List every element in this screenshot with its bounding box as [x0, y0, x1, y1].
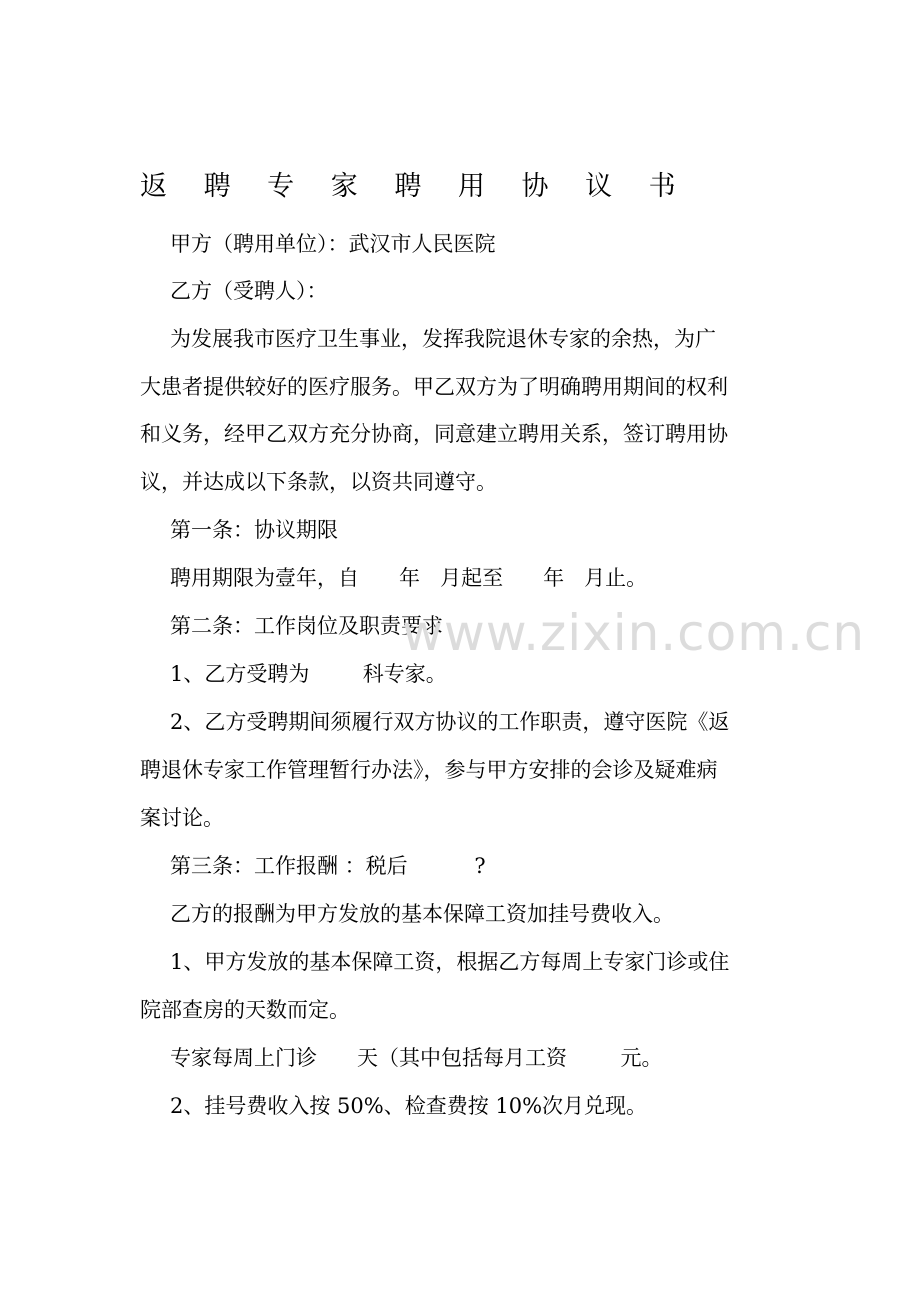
- clause-2-2-line-1: 2、乙方受聘期间须履行双方协议的工作职责，遵守医院《返: [170, 710, 730, 734]
- document-title: 返 聘 专 家 聘 用 协 议 书: [140, 171, 690, 202]
- clause-3-2: 2、挂号费收入按 50%、检查费按 10%次月兑现。: [170, 1094, 648, 1118]
- clause-2-1: 1、乙方受聘为 科专家。: [170, 662, 447, 686]
- article-3-heading: 第三条：工作报酬 ：税后 ?: [170, 854, 486, 878]
- article-2-heading: 第二条：工作岗位及职责要求: [170, 614, 443, 638]
- preamble-line-4: 议，并达成以下条款，以资共同遵守。: [140, 470, 497, 494]
- party-b-line: 乙方（受聘人）：: [170, 279, 328, 303]
- term-line: 聘用期限为壹年，自 年 月起至 年 月止。: [170, 566, 648, 590]
- clause-2-2-line-3: 案讨论。: [140, 806, 224, 830]
- remuneration-line: 乙方的报酬为甲方发放的基本保障工资加挂号费收入。: [170, 902, 674, 926]
- clause-3-1-line-1: 1、甲方发放的基本保障工资，根据乙方每周上专家门诊或住: [170, 950, 730, 974]
- watermark-text: www.zixin.com.cn: [402, 604, 866, 662]
- preamble-line-3: 和义务，经甲乙双方充分协商，同意建立聘用关系，签订聘用协: [140, 422, 728, 446]
- clinic-days-line: 专家每周上门诊 天（其中包括每月工资 元。: [170, 1046, 663, 1070]
- article-1-heading: 第一条：协议期限: [170, 518, 338, 542]
- preamble-line-2: 大患者提供较好的医疗服务。甲乙双方为了明确聘用期间的权利: [140, 375, 728, 399]
- preamble-line-1: 为发展我市医疗卫生事业，发挥我院退休专家的余热，为广: [170, 327, 716, 351]
- clause-3-1-line-2: 院部查房的天数而定。: [140, 998, 350, 1022]
- clause-2-2-line-2: 聘退休专家工作管理暂行办法》，参与甲方安排的会诊及疑难病: [140, 758, 718, 782]
- party-a-line: 甲方（聘用单位）：武汉市人民医院: [170, 232, 496, 256]
